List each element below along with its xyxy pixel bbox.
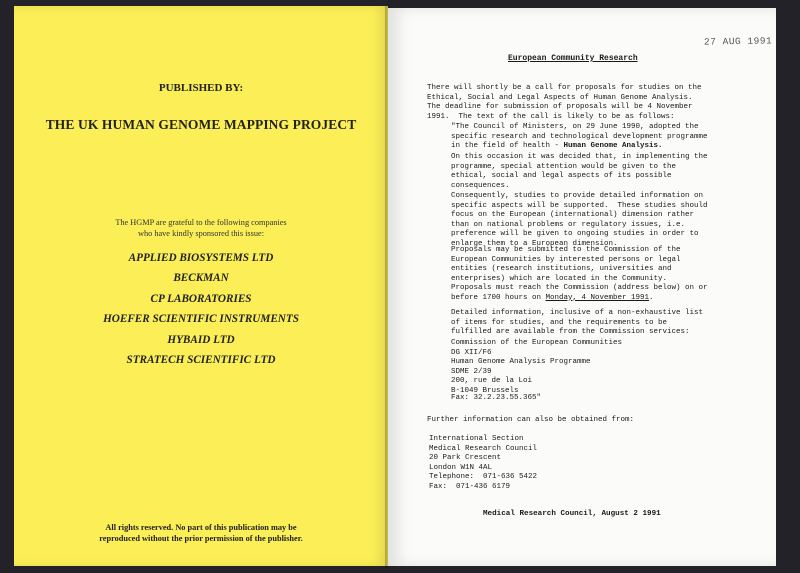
sponsor-item: HOEFER SCIENTIFIC INSTRUMENTS: [103, 313, 299, 326]
deadline-date: Monday, 4 November 1991: [545, 293, 650, 302]
rights-line-2: reproduced without the prior permission of the publisher.: [99, 534, 303, 543]
commission-address: Commission of the European Communities DG XII/F6 Human Genome Analysis Programme SDME 2/39 200, rue de la Loi B-1049 Brussels: [451, 339, 623, 395]
quote-paragraph-3: Consequently, studies to provide detailed information on specific aspects will be supported. These studies should focus on the European (international) dimension rather than on national problems or regulatory issues, i.e. preference will be given to ongoing studies in order to enlarge them to a European dimension.: [451, 192, 708, 248]
sponsor-intro-line-2: who have kindly sponsored this issue:: [137, 229, 265, 238]
further-info-line: Further information can also be obtained from:: [427, 416, 635, 424]
left-page: [14, 6, 388, 566]
date-stamp: 27 AUG 1991: [703, 35, 773, 48]
page-footer: Medical Research Council, August 2 1991: [483, 510, 661, 518]
sponsor-item: CP LABORATORIES: [150, 292, 252, 305]
sponsor-list: [14, 252, 388, 374]
quote-paragraph-5: [451, 284, 771, 303]
commission-fax: Fax: 32.2.23.55.365": [451, 394, 542, 402]
quote-paragraph-1: [451, 123, 771, 152]
deadline-period: .: [649, 293, 654, 302]
sponsor-item: APPLIED BIOSYSTEMS LTD: [128, 252, 274, 264]
page-title: European Community Research: [508, 54, 638, 63]
quote-paragraph-6: Detailed information, inclusive of a non-exhaustive list of items for studies, and the requirements to be fulfilled are available from the Commission services:: [451, 309, 704, 337]
published-by-heading: PUBLISHED BY:: [158, 82, 244, 94]
quote-paragraph-4: Proposals may be submitted to the Commission of the European Communities by interested persons or legal entities (research institutions, universities and enterprises) which are located in the Community.: [451, 246, 681, 283]
programme-name: Human Genome Analysis.: [563, 142, 663, 151]
quote-paragraph-1-text: "The Council of Ministers, on 29 June 1990, adopted the specific research and technological development programme in the field of health -: [451, 123, 708, 151]
sponsor-item: BECKMAN: [173, 272, 229, 285]
project-title: THE UK HUMAN GENOME MAPPING PROJECT: [45, 117, 357, 132]
sponsor-item: HYBAID LTD: [167, 333, 235, 346]
deadline-text: Proposals must reach the Commission (address below) on or before 1700 hours on: [451, 284, 708, 302]
intro-paragraph: There will shortly be a call for proposals for studies on the Ethical, Social and Legal Aspects of Human Genome Analysis. The deadline for submission of proposals will be 4 November 1991. The text of the call is likely to be as follows:: [427, 84, 702, 121]
sponsor-item: STRATECH SCIENTIFIC LTD: [126, 353, 276, 366]
rights-notice: [14, 522, 388, 544]
sponsor-intro-line-1: The HGMP are grateful to the following companies: [115, 218, 287, 227]
mrc-address: International Section Medical Research Council 20 Park Crescent London W1N 4AL: [429, 435, 538, 472]
mrc-contact-numbers: Telephone: 071-636 5422 Fax: 071-436 6179: [429, 473, 538, 491]
sponsor-intro: [14, 217, 388, 239]
quote-paragraph-2: On this occasion it was decided that, in implementing the programme, special attention would be given to the ethical, social and legal aspects of its possible consequences.: [451, 153, 708, 190]
rights-line-1: All rights reserved. No part of this publication may be: [105, 523, 297, 532]
